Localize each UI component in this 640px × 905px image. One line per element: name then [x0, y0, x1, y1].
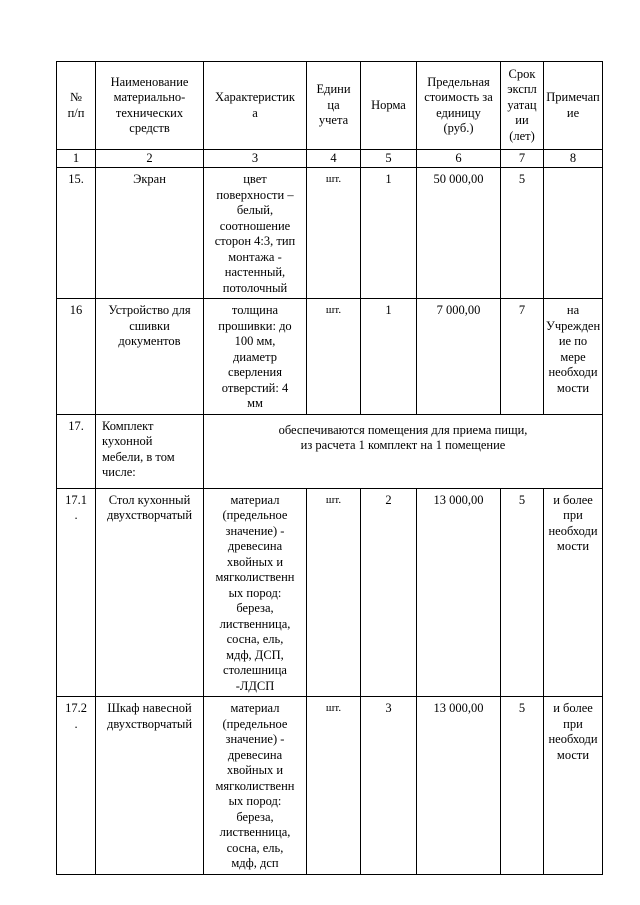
cell-price: 50 000,00 [417, 168, 501, 299]
text-line: единицу [436, 105, 481, 120]
cell-num [57, 697, 96, 875]
text-line: обеспечиваются помещения для приема пищи, [278, 422, 528, 437]
cell-name [96, 168, 204, 299]
text-line: мости [556, 747, 590, 762]
text-line: Едини [316, 82, 351, 97]
text-line: и более [553, 701, 593, 715]
text-line: отверстий: 4 [221, 380, 289, 395]
column-number: 4 [307, 150, 361, 168]
text-line: технических [115, 105, 184, 120]
text-line: и более [553, 492, 593, 507]
text-line: мягколиственн [215, 570, 295, 584]
cell-unit: шт. [307, 488, 361, 697]
text-line: ых пород: [228, 794, 282, 808]
cell-characteristics [204, 168, 307, 299]
cell-characteristics [204, 299, 307, 415]
column-number: 5 [361, 150, 417, 168]
cell-norm: 1 [361, 299, 417, 415]
text-line: при [563, 508, 583, 522]
cell-num [57, 299, 96, 415]
text-line: 100 мм, [234, 334, 276, 348]
text-line: стоимость за [424, 90, 493, 104]
text-line: необходи [548, 732, 598, 746]
text-line: Стол кухонный [108, 492, 191, 507]
text-line: мости [556, 539, 590, 553]
text-line: (предельное [222, 508, 288, 522]
text-line: Предельная [427, 74, 490, 89]
text-line: ца [327, 97, 340, 112]
text-line: Шкаф навесной [107, 701, 192, 715]
text-line: экспл [507, 82, 537, 97]
header-service-life [501, 62, 544, 150]
text-line: . [74, 508, 78, 522]
text-line: (руб.) [443, 121, 474, 135]
text-line: двухстворчатый [106, 716, 193, 731]
column-number: 2 [96, 150, 204, 168]
text-line: сосна, ель, [226, 632, 284, 646]
text-line: береза, [236, 601, 274, 615]
header-num [57, 62, 96, 150]
text-line: ие по [558, 334, 588, 348]
text-line: . [74, 716, 78, 731]
text-line: (лет) [509, 128, 535, 143]
text-line: Примечап [546, 90, 600, 104]
text-line: толщина [231, 303, 279, 317]
cell-num [57, 488, 96, 697]
text-line: белый, [236, 203, 274, 217]
text-line: столешница [223, 663, 287, 677]
text-line: цвет [243, 172, 267, 186]
text-line: сверления [228, 365, 282, 379]
cell-merged-note [204, 414, 603, 488]
text-line: Учрежден [546, 318, 601, 333]
text-line: документов [118, 334, 181, 348]
text-line: кухонной [102, 434, 153, 448]
text-line: Характеристик [214, 90, 295, 104]
text-line: необходи [548, 365, 598, 379]
header-note [544, 62, 603, 150]
cell-note [544, 488, 603, 697]
text-line: мдф, дсп [231, 856, 279, 870]
text-line: -ЛДСП [235, 678, 275, 693]
text-line: мдф, ДСП, [226, 647, 284, 662]
text-line: из расчета 1 комплект на 1 помещение [300, 438, 506, 452]
text-line: числе: [102, 465, 136, 479]
cell-name [96, 697, 204, 875]
cell-name [96, 299, 204, 415]
text-line: поверхности – [216, 187, 294, 202]
text-line: древесина [227, 539, 283, 553]
table-row [57, 488, 603, 697]
text-line: двухстворчатый [106, 508, 193, 522]
column-number: 8 [544, 150, 603, 168]
cell-service-life: 5 [501, 697, 544, 875]
text-line: ых пород: [228, 585, 282, 600]
cell-norm: 3 [361, 697, 417, 875]
header-characteristics [204, 62, 307, 150]
table-row [57, 168, 603, 299]
text-line: настенный, [224, 265, 286, 279]
cell-price: 13 000,00 [417, 488, 501, 697]
text-line: Наименование [110, 74, 189, 89]
text-line: диаметр [233, 349, 277, 364]
cell-price: 7 000,00 [417, 299, 501, 415]
text-line: уатац [507, 97, 537, 112]
cell-num [57, 168, 96, 299]
text-line: п/п [67, 105, 85, 120]
text-line: материал [230, 701, 280, 715]
header-name [96, 62, 204, 150]
text-line: при [563, 716, 583, 731]
text-line: Устройство для [108, 303, 191, 317]
text-line: сшивки [129, 318, 170, 333]
text-line: ие [566, 105, 580, 120]
text-line: мости [556, 380, 590, 395]
text-line: мебели, в том [102, 449, 175, 464]
cell-service-life: 5 [501, 168, 544, 299]
header-norm [361, 62, 417, 150]
cell-characteristics [204, 697, 307, 875]
cell-norm: 1 [361, 168, 417, 299]
cell-name [96, 488, 204, 697]
text-line: 17. [68, 418, 84, 433]
text-line: 15. [68, 172, 84, 186]
header-unit [307, 62, 361, 150]
text-line: монтажа - [228, 249, 282, 264]
text-line: сторон 4:3, тип [214, 234, 296, 248]
text-line: сосна, ель, [226, 840, 284, 855]
text-line: значение) - [225, 523, 285, 538]
text-line: на [566, 303, 580, 317]
text-line: прошивки: до [218, 318, 292, 333]
text-line: материал [230, 492, 280, 507]
cell-name [96, 414, 204, 488]
text-line: ии [515, 113, 529, 128]
column-number-row [57, 150, 603, 168]
text-line: значение) - [225, 732, 285, 746]
text-line: средств [129, 121, 170, 135]
text-line: потолочный [222, 280, 288, 295]
table-body [57, 62, 603, 875]
column-number: 1 [57, 150, 96, 168]
cell-note [544, 697, 603, 875]
text-line: № [70, 90, 82, 104]
text-line: материально- [113, 90, 186, 104]
cell-characteristics [204, 488, 307, 697]
header-row [57, 62, 603, 150]
text-line: лиственница, [219, 616, 291, 631]
table-row [57, 697, 603, 875]
cell-price: 13 000,00 [417, 697, 501, 875]
column-number: 7 [501, 150, 544, 168]
cell-unit: шт. [307, 168, 361, 299]
text-line: Срок [508, 66, 536, 81]
text-line: а [252, 105, 258, 120]
text-line: 17.1 [65, 492, 87, 507]
text-line: береза, [236, 809, 274, 824]
cell-note [544, 299, 603, 415]
header-price [417, 62, 501, 150]
table-row [57, 299, 603, 415]
text-line: мере [560, 349, 586, 364]
text-line: необходи [548, 523, 598, 538]
text-line: Экран [133, 172, 166, 186]
text-line: лиственница, [219, 825, 291, 839]
cell-unit: шт. [307, 697, 361, 875]
table-row [57, 414, 603, 488]
cell-service-life: 7 [501, 299, 544, 415]
text-line: Комплект [102, 418, 154, 433]
text-line: учета [318, 113, 349, 128]
cell-norm: 2 [361, 488, 417, 697]
text-line: 16 [69, 303, 83, 317]
text-line: хвойных и [226, 763, 284, 777]
text-line: мм [247, 396, 263, 410]
text-line: (предельное [222, 716, 288, 731]
column-number: 3 [204, 150, 307, 168]
text-line: 17.2 [65, 701, 87, 715]
cell-service-life: 5 [501, 488, 544, 697]
cell-unit: шт. [307, 299, 361, 415]
text-line: хвойных и [226, 554, 284, 569]
cell-num [57, 414, 96, 488]
text-line: Норма [371, 97, 406, 112]
text-line: мягколиственн [215, 778, 295, 793]
cell-note [544, 168, 603, 299]
text-line: соотношение [219, 218, 291, 233]
equipment-table [56, 61, 603, 875]
text-line: древесина [227, 747, 283, 762]
column-number: 6 [417, 150, 501, 168]
